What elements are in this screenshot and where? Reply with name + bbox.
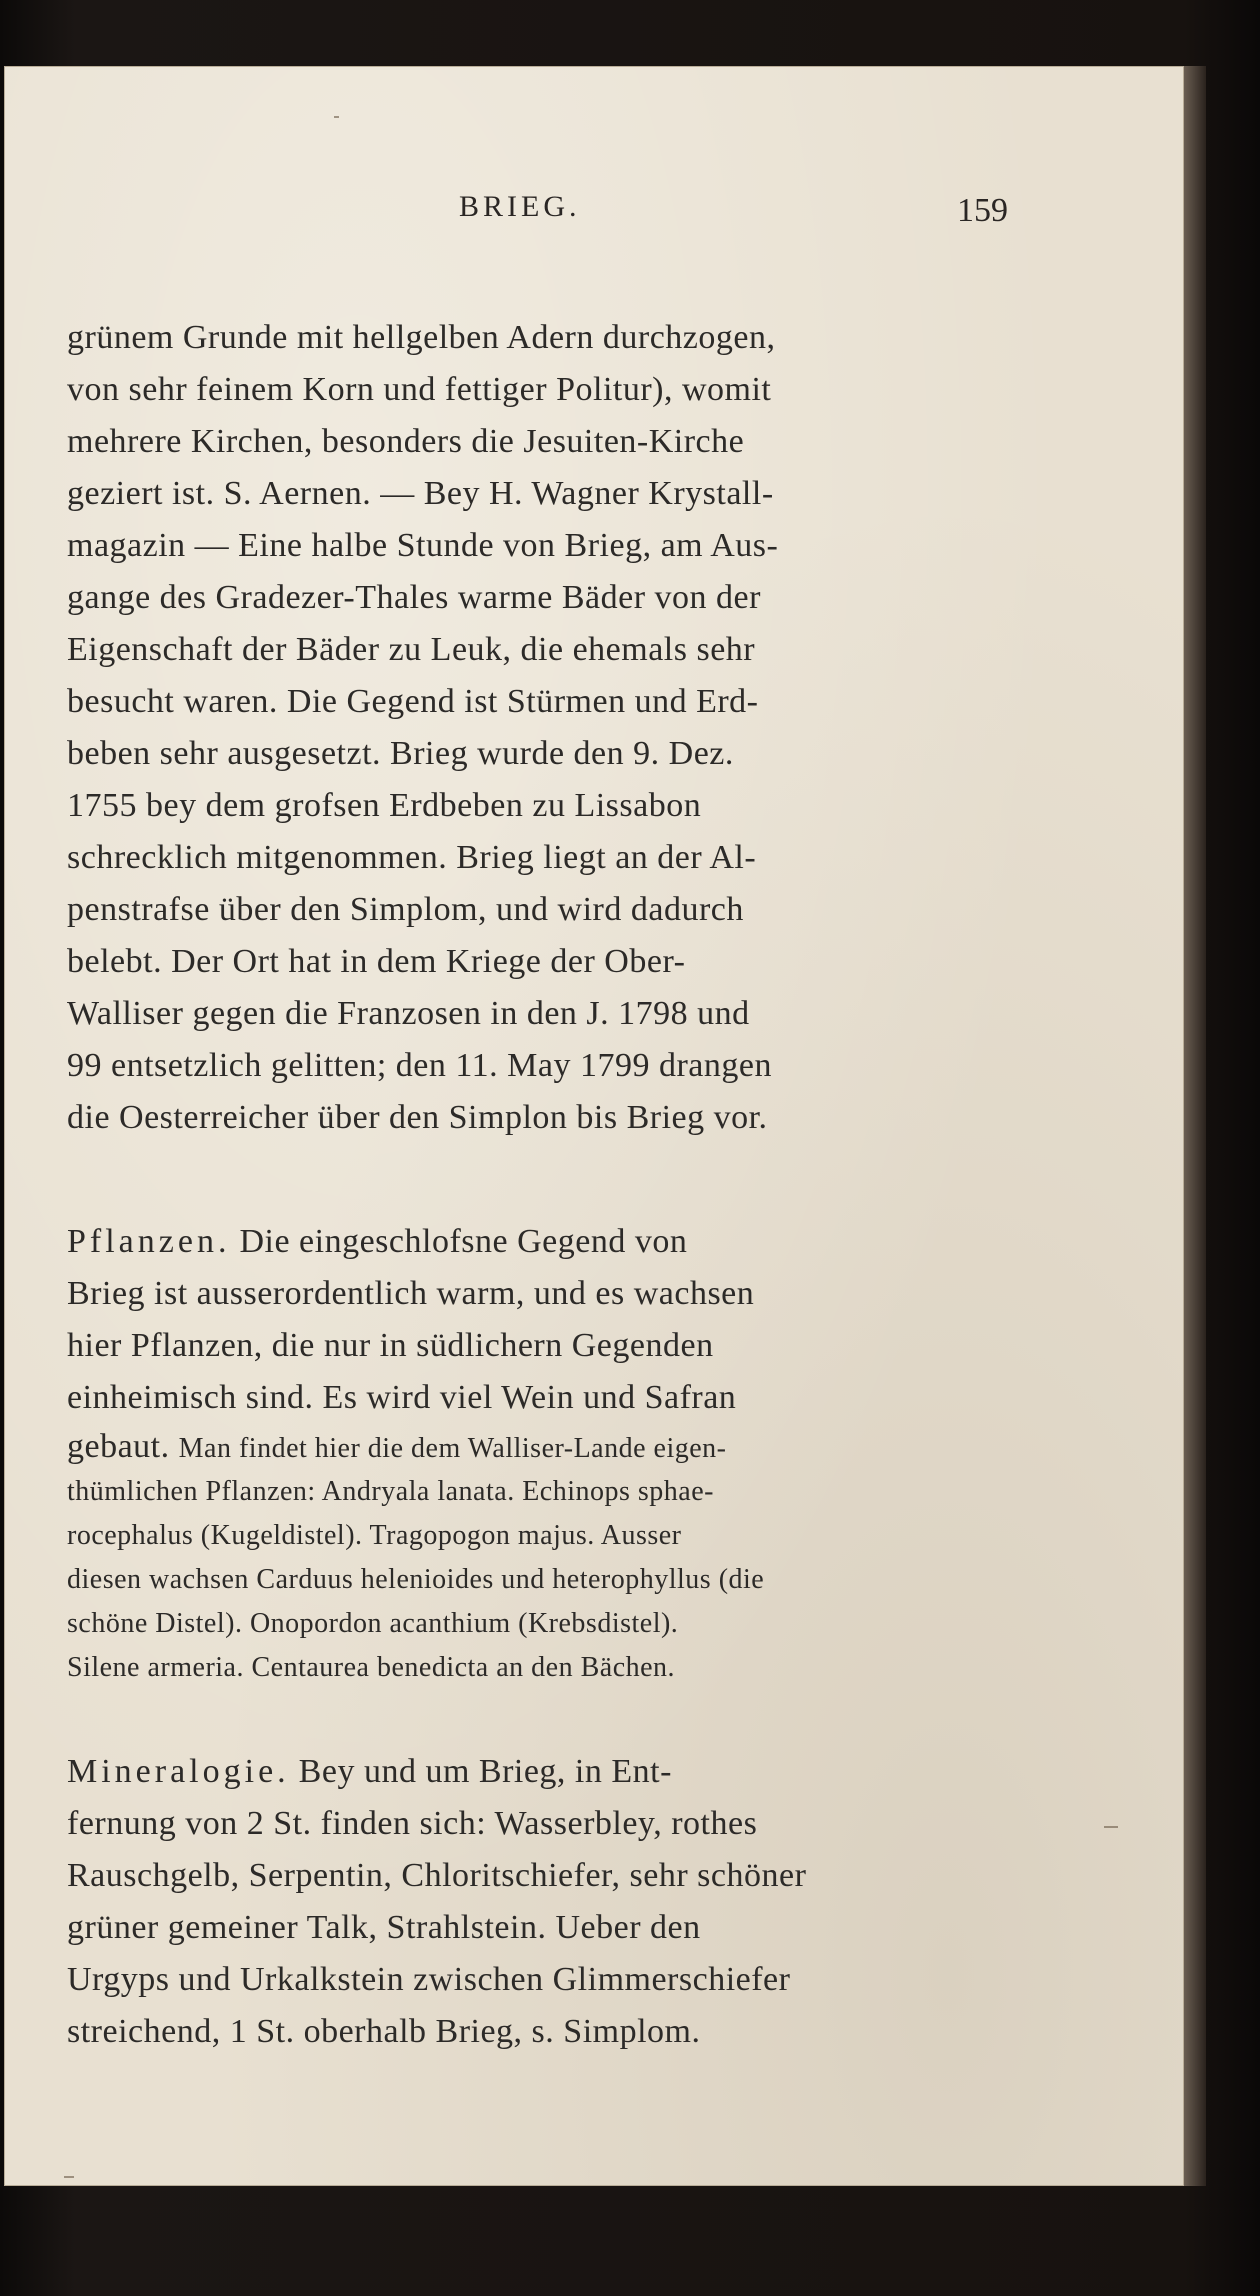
- text-line: schöne Distel). Onopordon acanthium (Krebsdistel).: [67, 1608, 679, 1639]
- text-line: beben sehr ausgesetzt. Brieg wurde den 9. Dez.: [67, 735, 734, 772]
- page-header: [4, 190, 1184, 230]
- text-line: [67, 1216, 1009, 1268]
- running-head: BRIEG.: [459, 190, 581, 223]
- text-line: gange des Gradezer-Thales warme Bäder von der: [67, 579, 761, 616]
- page-edge: [1184, 66, 1206, 2186]
- text-line: besucht waren. Die Gegend ist Stürmen und Erd-: [67, 683, 759, 720]
- page-number: 159: [957, 192, 1008, 229]
- ink-speck: [334, 116, 339, 118]
- text-line-content: Die eingeschlofsne Gegend von: [239, 1223, 688, 1260]
- text-line: penstrafse über den Simplom, und wird dadurch: [67, 891, 744, 928]
- text-line: fernung von 2 St. finden sich: Wasserbley, rothes: [67, 1805, 758, 1842]
- text-line: Silene armeria. Centaurea benedicta an den Bächen.: [67, 1652, 676, 1683]
- text-line: 99 entsetzlich gelitten; den 11. May 1799 drangen: [67, 1047, 772, 1084]
- text-line: geziert ist. S. Aernen. — Bey H. Wagner Krystall-: [67, 475, 774, 512]
- book-page: [4, 66, 1184, 2186]
- text-line: schrecklich mitgenommen. Brieg liegt an der Al-: [67, 839, 757, 876]
- text-line: die Oesterreicher über den Simplon bis Brieg vor.: [67, 1099, 768, 1136]
- text-line: einheimisch sind. Es wird viel Wein und Safran: [67, 1379, 737, 1416]
- text-line: rocephalus (Kugeldistel). Tragopogon majus. Ausser: [67, 1520, 682, 1551]
- paragraph-mineralogy: [67, 1746, 1009, 2058]
- ink-speck: [64, 2176, 74, 2178]
- text-line-content: Bey und um Brieg, in Ent-: [298, 1753, 672, 1790]
- text-line: grünem Grunde mit hellgelben Adern durchzogen,: [67, 319, 776, 356]
- text-line: magazin — Eine halbe Stunde von Brieg, am Aus-: [67, 527, 779, 564]
- text-line: streichend, 1 St. oberhalb Brieg, s. Simplom.: [67, 2013, 701, 2050]
- text-line: [67, 1746, 1009, 1798]
- text-line-content: Man findet hier die dem Walliser-Lande eigen-: [178, 1433, 727, 1464]
- text-line: hier Pflanzen, die nur in südlichern Gegenden: [67, 1327, 714, 1364]
- text-line: von sehr feinem Korn und fettiger Politur), womit: [67, 371, 772, 408]
- text-line: Rauschgelb, Serpentin, Chloritschiefer, sehr schöner: [67, 1857, 807, 1894]
- text-line: Urgyps und Urkalkstein zwischen Glimmerschiefer: [67, 1961, 791, 1998]
- section-heading-mineralogy: Mineralogie.: [67, 1753, 290, 1790]
- section-heading-plants: Pflanzen.: [67, 1223, 231, 1260]
- text-line: belebt. Der Ort hat in dem Kriege der Ober-: [67, 943, 686, 980]
- text-line: 1755 bey dem grofsen Erdbeben zu Lissabon: [67, 787, 702, 824]
- text-line: diesen wachsen Carduus helenioides und heterophyllus (die: [67, 1564, 765, 1595]
- text-line: mehrere Kirchen, besonders die Jesuiten-Kirche: [67, 423, 745, 460]
- paragraph-description: [67, 312, 1009, 1144]
- text-line: Brieg ist ausserordentlich warm, und es wachsen: [67, 1275, 755, 1312]
- text-line-content: gebaut.: [67, 1428, 170, 1465]
- ink-speck: [1104, 1826, 1118, 1828]
- text-line: Walliser gegen die Franzosen in den J. 1798 und: [67, 995, 750, 1032]
- text-line: thümlichen Pflanzen: Andryala lanata. Echinops sphae-: [67, 1476, 714, 1507]
- text-line: grüner gemeiner Talk, Strahlstein. Ueber den: [67, 1909, 701, 1946]
- text-line: Eigenschaft der Bäder zu Leuk, die ehemals sehr: [67, 631, 756, 668]
- text-line: [67, 1424, 1009, 1470]
- paragraph-plants: [67, 1216, 1009, 1690]
